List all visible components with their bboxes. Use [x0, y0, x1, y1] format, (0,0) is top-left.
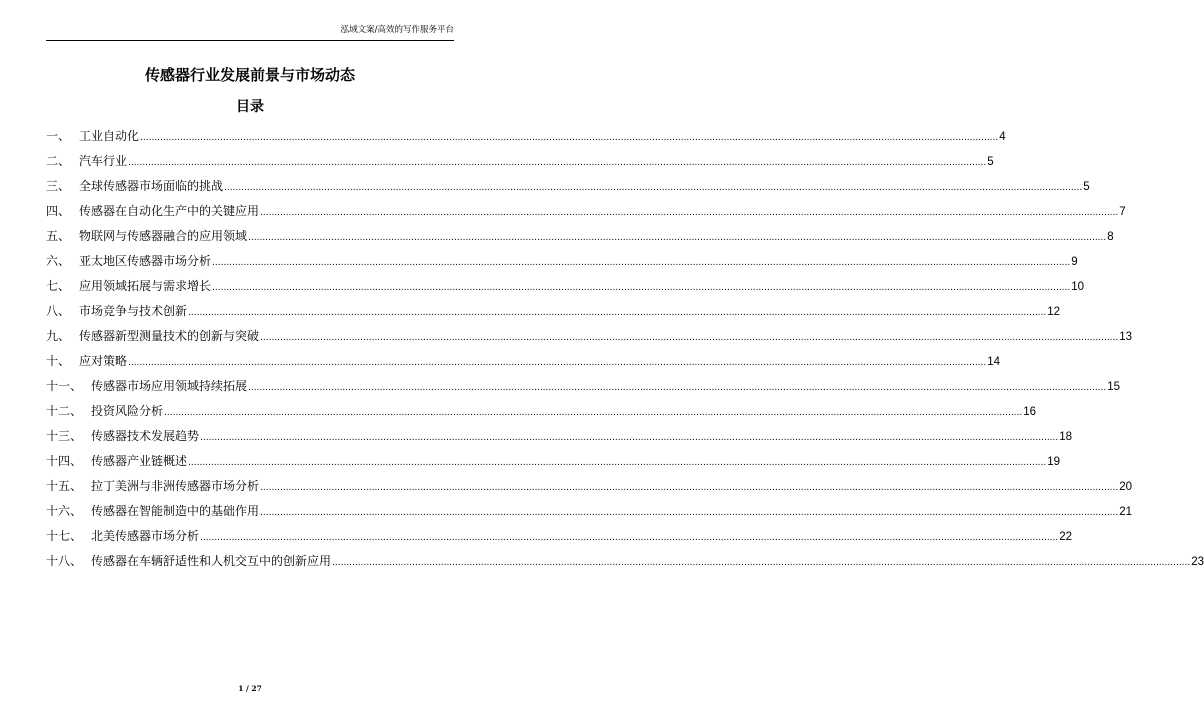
toc-entry-number: 十四、	[46, 454, 83, 468]
toc-entry-title: 传感器技术发展趋势	[91, 429, 200, 443]
toc-entry[interactable]	[46, 499, 1133, 524]
toc-entry-title: 投资风险分析	[91, 404, 164, 418]
toc-entry[interactable]	[46, 299, 1061, 324]
toc-entry-title: 物联网与传感器融合的应用领域	[79, 229, 248, 243]
toc-entry-title: 亚太地区传感器市场分析	[79, 254, 212, 268]
toc-dot-leader: ............................................................................................................................................................................................................................................................................................................	[248, 383, 1107, 393]
toc-dot-leader: ............................................................................................................................................................................................................................................................................................................	[260, 508, 1119, 518]
toc-dot-leader: ............................................................................................................................................................................................................................................................................................................	[224, 183, 1083, 193]
toc-dot-leader: ............................................................................................................................................................................................................................................................................................................	[248, 233, 1107, 243]
toc-entry-page: 7	[1119, 206, 1126, 218]
toc-entry-number: 十八、	[46, 554, 83, 568]
toc-entry-page: 9	[1071, 256, 1078, 268]
toc-entry-page: 8	[1107, 231, 1114, 243]
toc-entry-page: 23	[1191, 556, 1204, 568]
page-indicator: 1 / 27	[238, 684, 262, 693]
toc-dot-leader: ............................................................................................................................................................................................................................................................................................................	[128, 358, 987, 368]
toc-entry[interactable]	[46, 124, 1006, 149]
toc-entry-number: 十二、	[46, 404, 83, 418]
toc-entry-title: 传感器在自动化生产中的关键应用	[79, 204, 260, 218]
toc-entry-number: 八、	[46, 304, 71, 318]
toc-entry-title: 传感器在车辆舒适性和人机交互中的创新应用	[91, 554, 332, 568]
toc-entry[interactable]	[46, 399, 1037, 424]
toc-dot-leader: ............................................................................................................................................................................................................................................................................................................	[212, 258, 1071, 268]
toc-dot-leader: ............................................................................................................................................................................................................................................................................................................	[260, 333, 1119, 343]
toc-entry-page: 12	[1047, 306, 1061, 318]
toc-dot-leader: ............................................................................................................................................................................................................................................................................................................	[212, 283, 1071, 293]
toc-dot-leader: ............................................................................................................................................................................................................................................................................................................	[140, 133, 999, 143]
toc-entry-number: 六、	[46, 254, 71, 268]
toc-entry-page: 19	[1047, 456, 1061, 468]
toc-entry[interactable]	[46, 524, 1073, 549]
toc-entry-number: 一、	[46, 129, 71, 143]
toc-entry-title: 北美传感器市场分析	[91, 529, 200, 543]
toc-entry[interactable]	[46, 449, 1061, 474]
toc-entry-title: 传感器市场应用领域持续拓展	[91, 379, 248, 393]
toc-entry-title: 传感器在智能制造中的基础作用	[91, 504, 260, 518]
toc-entry-page: 16	[1023, 406, 1037, 418]
toc-dot-leader: ............................................................................................................................................................................................................................................................................................................	[164, 408, 1023, 418]
toc-entry[interactable]	[46, 224, 1114, 249]
toc-entry-number: 三、	[46, 179, 71, 193]
toc-entry-number: 七、	[46, 279, 71, 293]
header-brand: 泓域文案/高效的写作服务平台	[340, 25, 454, 35]
toc-entry[interactable]	[46, 374, 1121, 399]
toc-entry-title: 传感器新型测量技术的创新与突破	[79, 329, 260, 343]
toc-entry-page: 22	[1059, 531, 1073, 543]
toc-entry-page: 20	[1119, 481, 1133, 493]
toc-dot-leader: ............................................................................................................................................................................................................................................................................................................	[188, 308, 1047, 318]
toc-entry-title: 工业自动化	[79, 129, 140, 143]
toc-entry-page: 5	[1083, 181, 1090, 193]
toc-entry[interactable]	[46, 249, 1078, 274]
toc-entry-number: 九、	[46, 329, 71, 343]
toc-entry-number: 十三、	[46, 429, 83, 443]
toc-entry-title: 全球传感器市场面临的挑战	[79, 179, 224, 193]
toc-heading: 目录	[236, 99, 264, 115]
toc-entry-number: 十六、	[46, 504, 83, 518]
toc-entry-title: 拉丁美洲与非洲传感器市场分析	[91, 479, 260, 493]
toc-entry-number: 五、	[46, 229, 71, 243]
toc-entry-page: 14	[987, 356, 1001, 368]
toc-entry-number: 十一、	[46, 379, 83, 393]
toc-entry[interactable]	[46, 349, 1001, 374]
toc-entry-number: 四、	[46, 204, 71, 218]
toc-dot-leader: ............................................................................................................................................................................................................................................................................................................	[260, 208, 1119, 218]
table-of-contents	[46, 124, 1204, 574]
header-rule	[46, 40, 454, 41]
toc-entry-page: 4	[999, 131, 1006, 143]
toc-entry-title: 市场竞争与技术创新	[79, 304, 188, 318]
toc-entry[interactable]	[46, 149, 994, 174]
toc-entry-page: 5	[987, 156, 994, 168]
toc-entry[interactable]	[46, 274, 1085, 299]
toc-entry-title: 汽车行业	[79, 154, 128, 168]
document-title: 传感器行业发展前景与市场动态	[144, 66, 355, 84]
toc-entry-title: 应对策略	[79, 354, 128, 368]
toc-entry-page: 21	[1119, 506, 1133, 518]
toc-dot-leader: ............................................................................................................................................................................................................................................................................................................	[260, 483, 1119, 493]
toc-entry-title: 传感器产业链概述	[91, 454, 188, 468]
toc-entry[interactable]	[46, 474, 1133, 499]
toc-entry-number: 十、	[46, 354, 71, 368]
toc-entry-page: 15	[1107, 381, 1121, 393]
toc-dot-leader: ............................................................................................................................................................................................................................................................................................................	[200, 433, 1059, 443]
toc-entry-number: 十七、	[46, 529, 83, 543]
toc-entry[interactable]	[46, 199, 1126, 224]
toc-entry-number: 十五、	[46, 479, 83, 493]
toc-dot-leader: ............................................................................................................................................................................................................................................................................................................	[200, 533, 1059, 543]
toc-entry-page: 18	[1059, 431, 1073, 443]
toc-dot-leader: ............................................................................................................................................................................................................................................................................................................	[332, 558, 1191, 568]
toc-entry[interactable]	[46, 549, 1204, 574]
toc-entry[interactable]	[46, 174, 1090, 199]
toc-entry[interactable]	[46, 324, 1133, 349]
toc-entry-title: 应用领域拓展与需求增长	[79, 279, 212, 293]
toc-entry[interactable]	[46, 424, 1073, 449]
toc-entry-number: 二、	[46, 154, 71, 168]
toc-entry-page: 13	[1119, 331, 1133, 343]
toc-dot-leader: ............................................................................................................................................................................................................................................................................................................	[128, 158, 987, 168]
toc-dot-leader: ............................................................................................................................................................................................................................................................................................................	[188, 458, 1047, 468]
toc-entry-page: 10	[1071, 281, 1085, 293]
